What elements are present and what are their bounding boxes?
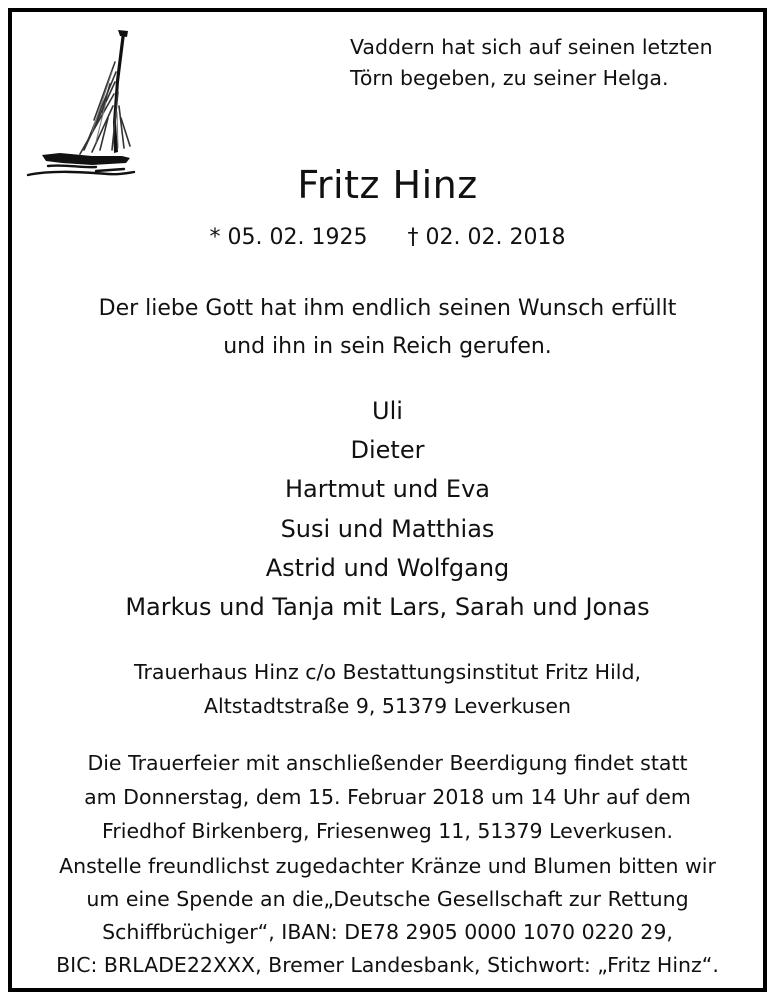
mourner-name: Hartmut und Eva	[284, 475, 491, 504]
verse-line: und ihn in sein Reich gerufen.	[223, 334, 552, 359]
verse-line: Der liebe Gott hat ihm endlich seinen Wunsch erfüllt	[98, 296, 677, 321]
address-line: Altstadtstraße 9, 51379 Leverkusen	[203, 694, 571, 718]
deceased-name: Fritz Hinz	[297, 163, 478, 207]
death-cross-icon: †	[407, 225, 419, 250]
mourner-name: Dieter	[350, 436, 425, 465]
mourner-name: Astrid und Wolfgang	[265, 553, 510, 582]
mourner-name: Markus und Tanja mit Lars, Sarah und Jonas	[125, 593, 650, 622]
epigraph	[350, 32, 742, 94]
funeral-service-info	[0, 746, 775, 848]
service-line: Friedhof Birkenberg, Friesenweg 11, 51379 Leverkusen.	[102, 819, 673, 843]
service-line: am Donnerstag, dem 15. Februar 2018 um 14 Uhr auf dem	[84, 785, 691, 809]
birth-date: 05. 02. 1925	[227, 225, 368, 250]
donation-line: Schiffbrüchiger“, IBAN: DE78 2905 0000 1070 0220 29,	[102, 920, 673, 944]
epigraph-line: Vaddern hat sich auf seinen letzten	[350, 35, 713, 59]
donation-line: Anstelle freundlichst zugedachter Kränze und Blumen bitten wir	[59, 854, 716, 878]
service-line: Die Trauerfeier mit anschließender Beerdigung findet statt	[87, 751, 688, 775]
death-date: 02. 02. 2018	[425, 225, 566, 250]
life-dates	[0, 218, 775, 258]
donation-line: BIC: BRLADE22XXX, Bremer Landesbank, Stichwort: „Fritz Hinz“.	[56, 953, 719, 977]
donation-request	[0, 850, 775, 982]
mourners-list	[0, 392, 775, 627]
verse	[0, 290, 775, 366]
epigraph-line: Törn begeben, zu seiner Helga.	[350, 66, 669, 90]
mourner-name: Susi und Matthias	[280, 514, 495, 543]
mourning-address	[0, 655, 775, 723]
donation-line: um eine Spende an die„Deutsche Gesellschaft zur Rettung	[86, 887, 689, 911]
address-line: Trauerhaus Hinz c/o Bestattungsinstitut Fritz Hild,	[133, 660, 641, 684]
mourner-name: Uli	[372, 397, 403, 425]
birth-star-icon: *	[209, 225, 221, 250]
